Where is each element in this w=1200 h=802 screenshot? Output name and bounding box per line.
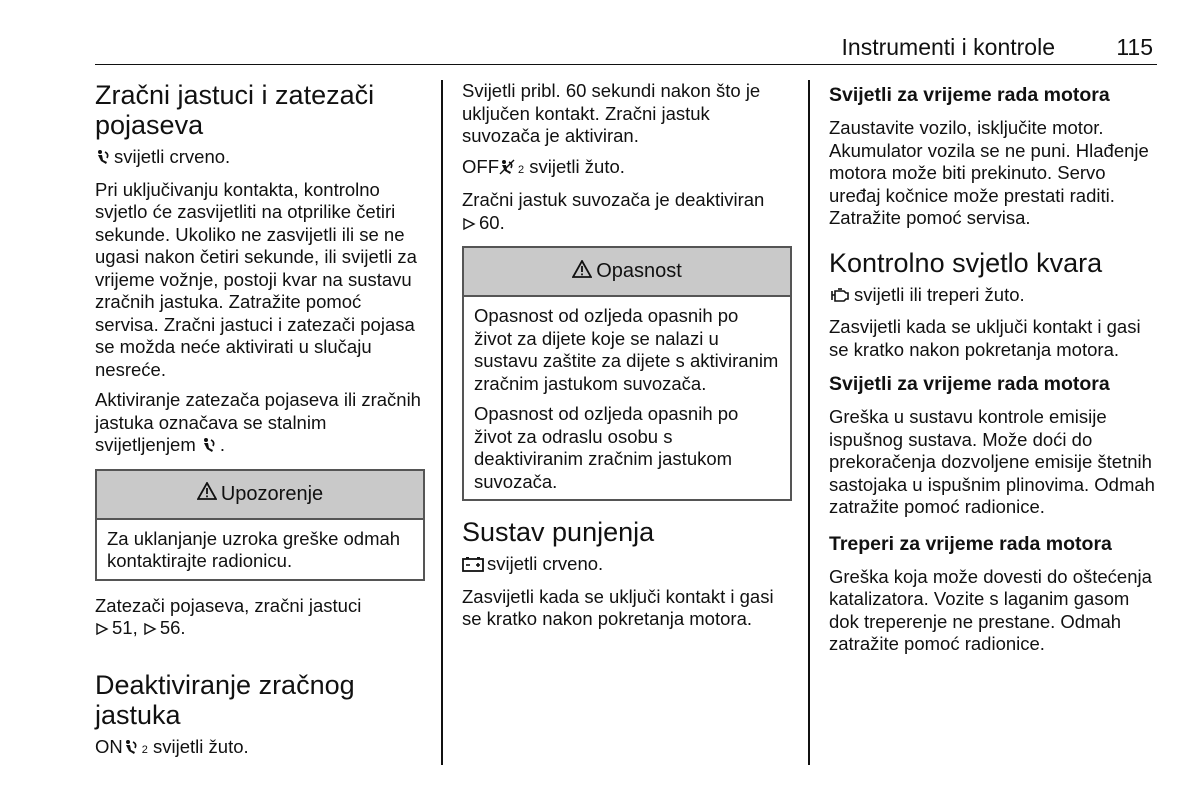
danger-title: Opasnost bbox=[596, 260, 682, 282]
heading-deactivation: Deaktiviranje zračnog jastuka bbox=[95, 669, 355, 730]
flashing-description: Greška koja može dovesti do oštećenja katalizatora. Vozite s laganim gasom dok treperenje ne prestane. Odmah zatražite pomoć radionice. bbox=[829, 565, 1152, 654]
column-1 bbox=[95, 80, 425, 769]
heading-airbags: Zračni jastuci i zatezači pojaseva bbox=[95, 80, 375, 140]
warning-box bbox=[95, 469, 425, 581]
page-number: 115 bbox=[1116, 34, 1153, 60]
column-2 bbox=[462, 80, 792, 639]
heading-malfunction: Kontrolno svjetlo kvara bbox=[829, 247, 1103, 278]
heading-running-2: Svijetli za vrijeme rada motora bbox=[829, 373, 1110, 395]
danger-box-header bbox=[464, 248, 790, 297]
column-divider-1 bbox=[441, 80, 443, 765]
ref-link-60[interactable]: 60. bbox=[479, 211, 505, 233]
heading-flashing: Treperi za vrijeme rada motora bbox=[829, 532, 1112, 555]
running-description-2: Greška u sustavu kontrole emisije ispušnog sustava. Može doći do prekoračenja dozvoljene emisije štetnih sastojaka u ispušnim plinovima. Odmah zatražite pomoć radionice. bbox=[829, 406, 1155, 517]
cross-reference: Zatezači pojaseva, zračni jastuci 51, 56. bbox=[95, 595, 425, 642]
danger-body-1: Opasnost od ozljeda opasnih po život za dijete koje se nalazi u sustavu zaštite za dijete s aktiviranim zračnim jastukom suvozača. bbox=[474, 305, 779, 394]
ref-link-51[interactable]: 51, bbox=[112, 617, 138, 638]
engine-icon bbox=[829, 286, 851, 309]
column-divider-2 bbox=[808, 80, 810, 765]
header-title: Instrumenti i kontrole bbox=[841, 34, 1055, 60]
malfunction-description: Zasvijetli kada se uključi kontakt i gasi se kratko nakon pokretanja motora. bbox=[829, 316, 1141, 360]
running-description-1: Zaustavite vozilo, isključite motor. Akumulator vozila se ne puni. Hlađenje motora može biti prekinuto. Servo uređaj kočnice može prestati raditi. Zatražite pomoć servisa. bbox=[829, 117, 1149, 228]
charging-description: Zasvijetli kada se uključi kontakt i gasi se kratko nakon pokretanja motora. bbox=[462, 585, 774, 629]
airbag-warning-icon bbox=[201, 436, 217, 459]
airbag-warning-icon bbox=[95, 148, 111, 171]
warning-triangle-icon bbox=[572, 260, 592, 284]
warning-triangle-icon bbox=[197, 482, 217, 506]
page-header bbox=[95, 32, 1157, 65]
charging-status-line: svijetli crveno. bbox=[462, 553, 792, 578]
heading-charging: Sustav punjenja bbox=[462, 517, 655, 547]
page-ref-arrow-icon bbox=[462, 214, 476, 237]
airbag-status-line: svijetli crveno. bbox=[95, 146, 425, 171]
page-ref-arrow-icon bbox=[95, 619, 109, 642]
malfunction-status-line: svijetli ili treperi žuto. bbox=[829, 284, 1159, 309]
airbag-deactivated-text: Zračni jastuk suvozača je deaktiviran 60. bbox=[462, 189, 792, 236]
warning-title: Upozorenje bbox=[220, 482, 324, 505]
warning-body: Za uklanjanje uzroka greške odmah kontaktirajte radionicu. bbox=[107, 527, 401, 571]
passenger-airbag-off-icon bbox=[499, 158, 515, 181]
on-status-line: ON 2 svijetli žuto. bbox=[95, 736, 425, 762]
column-3 bbox=[829, 80, 1159, 664]
off-status-line: OFF 2 svijetli žuto. bbox=[462, 156, 792, 182]
airbag-description: Pri uključivanju kontakta, kontrolno svjetlo će zasvijetliti na otprilike četiri sekunde. Ukoliko ne zasvijetli ili se ne ugasi nakon četiri sekunde, ili svijetli za vrijeme vožnje, postoji kvar na sustavu zračnih jastuka. Zatražite pomoć servisa. Zračni jastuci i zatezači pojasa se možda neće aktivirati u slučaju nesreće. bbox=[95, 178, 417, 380]
danger-body-2: Opasnost od ozljeda opasnih po život za odraslu osobu s deaktiviranim zračnim jastukom suvozača. bbox=[474, 403, 739, 492]
warning-box-header bbox=[97, 471, 423, 520]
ref-link-56[interactable]: 56. bbox=[159, 617, 186, 638]
page-ref-arrow-icon bbox=[143, 619, 157, 642]
battery-icon bbox=[462, 555, 484, 578]
airbag-on-description: Svijetli pribl. 60 sekundi nakon što je uključen kontakt. Zračni jastuk suvozača je aktiviran. bbox=[462, 80, 761, 146]
heading-running-1: Svijetli za vrijeme rada motora bbox=[829, 84, 1110, 106]
airbag-activation-text: Aktiviranje zatezača pojaseva ili zračnih jastuka označava se stalnim svijetljenjem . bbox=[95, 389, 425, 459]
danger-box bbox=[462, 246, 792, 501]
passenger-airbag-icon bbox=[123, 738, 139, 761]
